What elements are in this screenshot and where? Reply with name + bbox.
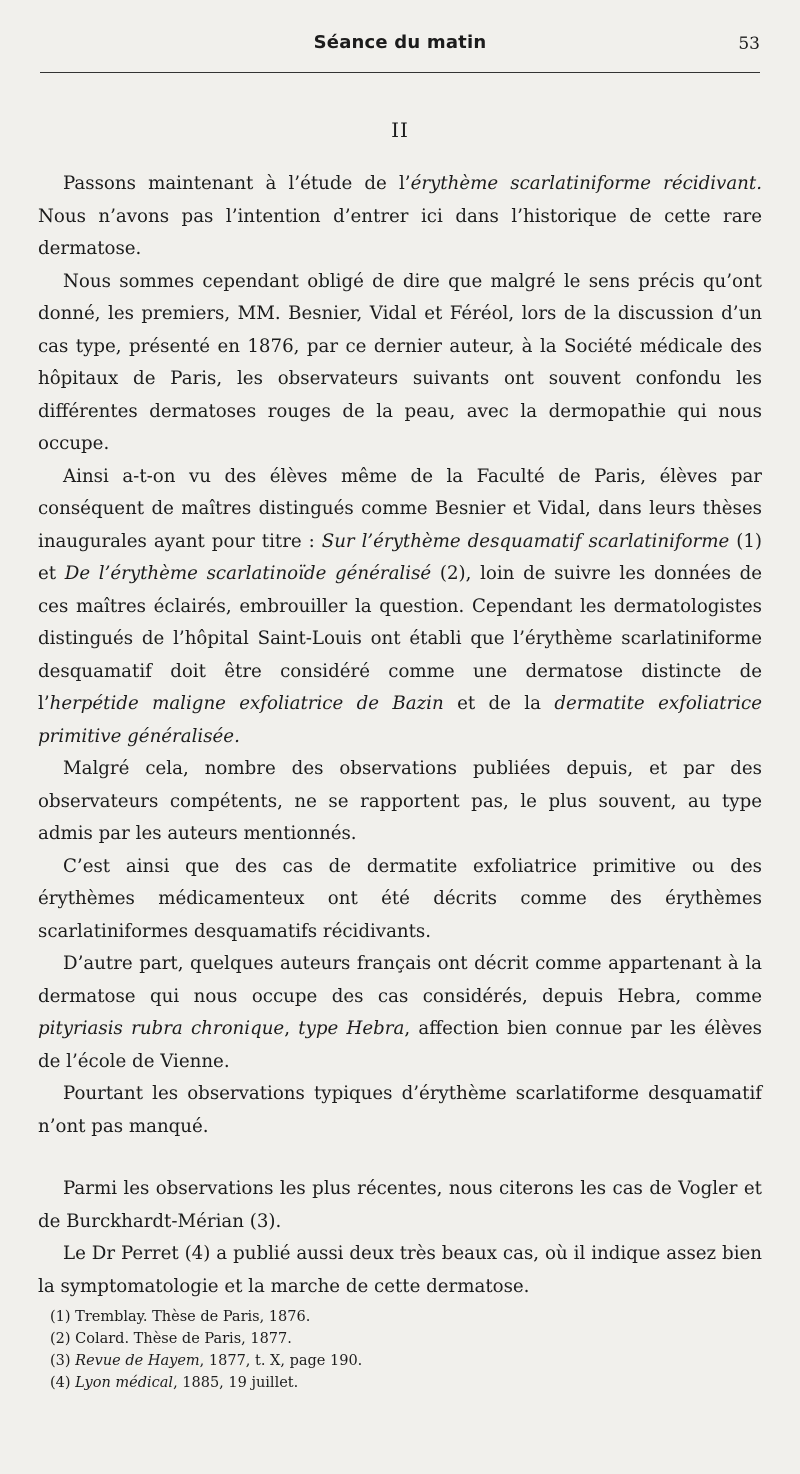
- text-run: Parmi les observations les plus récentes, nous citerons les cas de Vogler et de Burckhardt-Mérian (3).: [38, 1178, 762, 1232]
- text-run: Passons maintenant à l’étude de l’: [63, 173, 411, 194]
- footnote: [50, 1372, 750, 1394]
- italic-text: érythème scarlatiniforme récidivant.: [410, 173, 762, 194]
- text-run: D’autre part, quelques auteurs français ont décrit comme appartenant à la dermatose qui nous occupe des cas considérés, depuis Hebra, comme: [38, 953, 762, 1007]
- text-run: C’est ainsi que des cas de dermatite exfoliatrice primitive ou des érythèmes médicamenteux ont été décrits comme des érythèmes scarlatiniformes desquamatifs récidivants.: [38, 855, 762, 942]
- text-run: (2) Colard. Thèse de Paris, 1877.: [50, 1331, 292, 1347]
- footnote: [50, 1350, 750, 1372]
- italic-text: type Hebra: [298, 1018, 405, 1039]
- body-text: [38, 168, 762, 1303]
- paragraph: [38, 168, 762, 266]
- text-run: , 1885, 19 juillet.: [173, 1375, 299, 1391]
- text-run: (3): [50, 1353, 76, 1369]
- paragraph: [38, 948, 762, 1078]
- footnotes: [50, 1306, 750, 1394]
- italic-text: De l’érythème scarlatinoïde généralisé: [64, 563, 432, 584]
- paragraph: [38, 1173, 762, 1238]
- text-run: Le Dr Perret (4) a publié aussi deux très beaux cas, où il indique assez bien la symptomatologie et la marche de cette dermatose.: [38, 1243, 762, 1297]
- text-run: (4): [50, 1375, 76, 1391]
- paragraph: [38, 266, 762, 461]
- header-rule: [40, 72, 760, 73]
- text-run: , affection bien connue par les élèves de l’école de Vienne.: [38, 1018, 762, 1072]
- italic-text: Revue de Hayem: [75, 1353, 200, 1369]
- italic-text: Lyon médical: [75, 1375, 174, 1391]
- italic-text: pityriasis rubra chronique: [38, 1018, 285, 1039]
- text-run: (1) Tremblay. Thèse de Paris, 1876.: [50, 1309, 311, 1325]
- italic-text: Sur l’érythème desquamatif scarlatiniforme: [321, 530, 730, 552]
- text-run: Ainsi a-t-on vu des élèves même de la Faculté de Paris, élèves par conséquent de maîtres distingués comme Besnier et Vidal, dans leurs thèses inaugurales ayant pour titre :: [38, 465, 762, 552]
- page-number: 53: [738, 34, 760, 54]
- text-run: Pourtant les observations typiques d’érythème scarlatiforme desquamatif n’ont pas manqué.: [38, 1083, 762, 1137]
- text-run: ,: [284, 1018, 299, 1039]
- paragraph: [38, 753, 762, 851]
- text-run: (2), loin de suivre les données de ces maîtres éclairés, embrouiller la question. Cependant les dermatologistes distingués de l’hôpital Saint-Louis ont établi que l’érythème scarlatiniforme desquamatif doit être considéré comme une dermatose distincte de l’: [38, 563, 762, 714]
- text-run: Nous sommes cependant obligé de dire que malgré le sens précis qu’ont donné, les premiers, MM. Besnier, Vidal et Féréol, lors de la discussion d’un cas type, présenté en 1876, par ce dernier auteur, à la Société médicale des hôpitaux de Paris, les observateurs suivants ont souvent confondu les différentes dermatoses rouges de la peau, avec la dermopathie qui nous occupe.: [38, 270, 762, 454]
- running-head: Séance du matin: [313, 32, 487, 53]
- paragraph: [38, 461, 762, 754]
- text-run: , 1877, t. X, page 190.: [199, 1353, 363, 1369]
- page-header: [40, 28, 760, 58]
- text-run: Nous n’avons pas l’intention d’entrer ici dans l’historique de cette rare dermatose.: [38, 205, 762, 259]
- footnote: [50, 1306, 750, 1328]
- paragraph: [38, 1238, 762, 1303]
- footnote: [50, 1328, 750, 1350]
- paragraph: [38, 851, 762, 949]
- text-run: et de la: [443, 693, 555, 714]
- paragraph: [38, 1078, 762, 1143]
- italic-text: dermatite exfoliatrice primitive généralisée.: [38, 693, 763, 747]
- section-number: II: [391, 118, 409, 142]
- text-run: (1) et: [38, 530, 762, 584]
- text-run: Malgré cela, nombre des observations publiées depuis, et par des observateurs compétents, ne se rapportent pas, le plus souvent, au type admis par les auteurs mentionnés.: [38, 758, 762, 844]
- italic-text: herpétide maligne exfoliatrice de Bazin: [49, 693, 444, 714]
